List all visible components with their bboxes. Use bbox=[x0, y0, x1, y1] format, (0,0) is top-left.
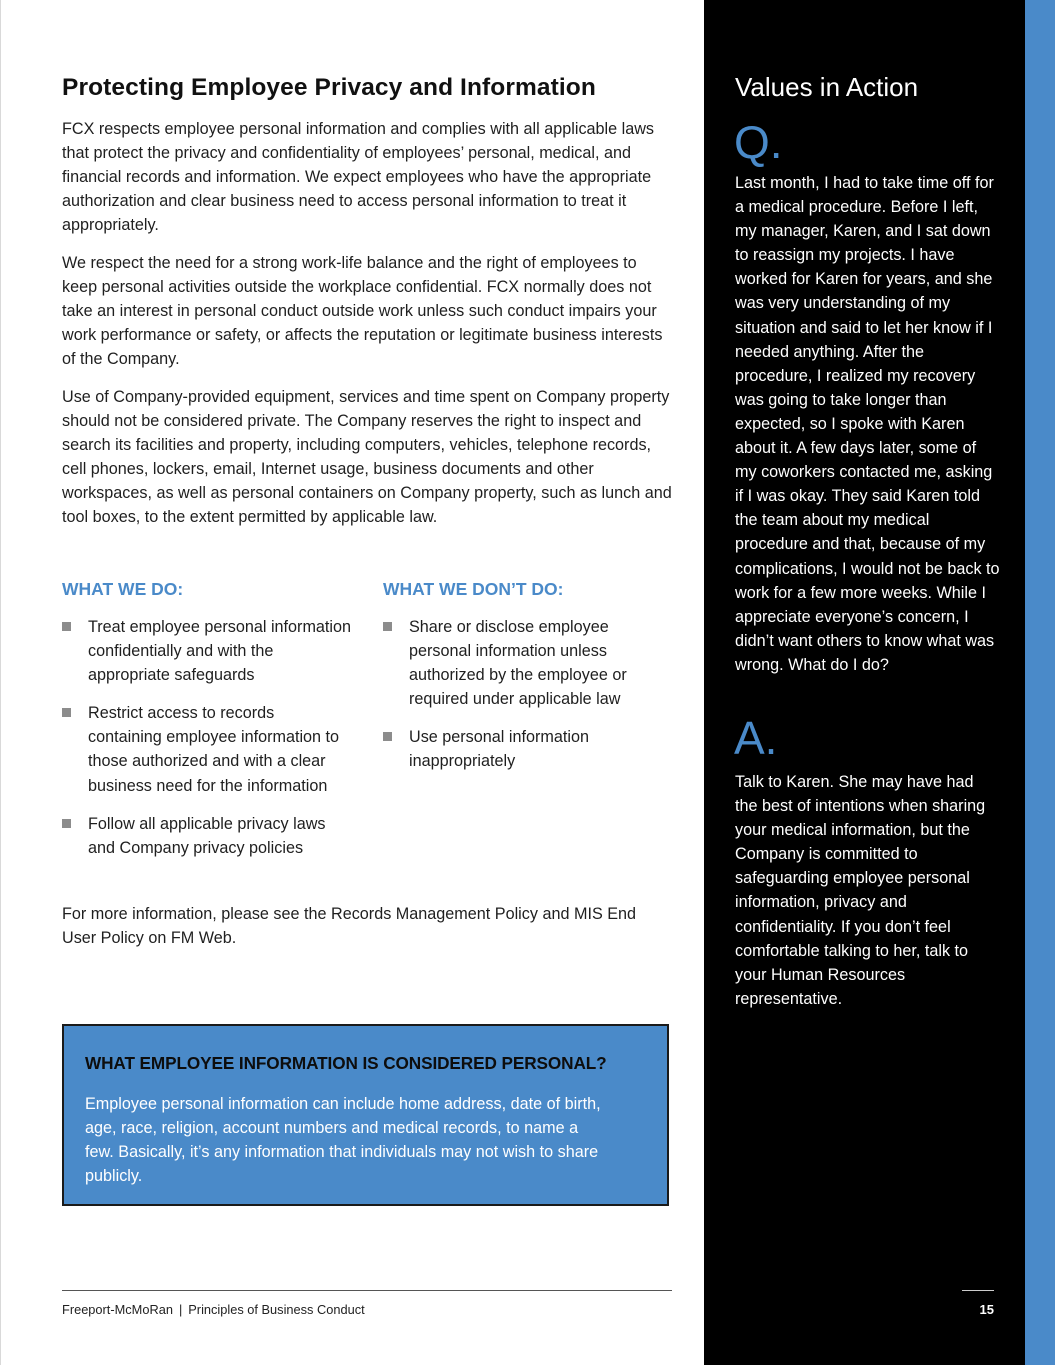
list-item bbox=[62, 812, 352, 860]
what-we-dont-do-heading: WHAT WE DON’T DO: bbox=[383, 579, 564, 599]
list-item bbox=[383, 615, 673, 711]
callout-body: Employee personal information can include home address, date of birth, age, race, religion, account numbers and medical records, to name a few. Basically, it’s any information that individuals may not wish to share publicly. bbox=[85, 1095, 601, 1186]
square-bullet-icon bbox=[62, 819, 71, 828]
work-life-paragraph: We respect the need for a strong work-life balance and the right of employees to keep personal activities outside the workplace confidential. FCX normally does not take an interest in personal conduct outside work unless such conduct impairs your work performance or safety, or affects the reputation or legitimate business interests of the Company. bbox=[62, 254, 663, 369]
what-we-do-heading: WHAT WE DO: bbox=[62, 579, 184, 599]
answer-marker: A. bbox=[734, 712, 778, 764]
list-item bbox=[62, 701, 352, 797]
footer bbox=[62, 1302, 365, 1317]
list-item-text: Share or disclose employee personal information unless authorized by the employee or required under applicable law bbox=[409, 618, 627, 709]
intro-paragraph: FCX respects employee personal information and complies with all applicable laws that protect the privacy and confidentiality of employees’ personal, medical, and financial records and information. We expect employees who have the appropriate authorization and clear business need to access personal information to treat it appropriately. bbox=[62, 120, 655, 235]
personal-info-callout bbox=[62, 1024, 669, 1206]
question-marker: Q. bbox=[734, 116, 783, 168]
sidebar-title: Values in Action bbox=[735, 72, 919, 102]
company-property-paragraph: Use of Company-provided equipment, services and time spent on Company property should not be considered private. The Company reserves the right to inspect and search its facilities and property, including computers, vehicles, telephone records, cell phones, lockers, email, Internet usage, business documents and other workspaces, as well as personal containers on Company property, such as lunch and tool boxes, to the extent permitted by applicable law. bbox=[62, 388, 672, 527]
footer-separator: | bbox=[178, 1302, 183, 1317]
list-item-text: Treat employee personal information confidentially and with the appropriate safeguards bbox=[88, 618, 352, 685]
list-item-text: Follow all applicable privacy laws and Company privacy policies bbox=[88, 814, 326, 857]
what-we-dont-do-list bbox=[383, 615, 673, 788]
page-number-divider bbox=[962, 1290, 994, 1291]
page-left-edge bbox=[0, 0, 1, 1365]
answer-text: Talk to Karen. She may have had the best of intentions when sharing your medical information, but the Company is committed to safeguarding employee personal information, privacy and confidentiality. If you don’t feel comfortable talking to her, talk to your Human Resources representative. bbox=[735, 773, 986, 1008]
blue-edge-strip bbox=[1025, 0, 1055, 1365]
list-item bbox=[383, 725, 673, 773]
footer-company: Freeport-McMoRan bbox=[62, 1302, 173, 1317]
footer-document: Principles of Business Conduct bbox=[188, 1302, 365, 1317]
values-in-action-sidebar bbox=[704, 0, 1025, 1365]
page-number: 15 bbox=[979, 1302, 994, 1317]
footer-divider bbox=[62, 1290, 672, 1291]
square-bullet-icon bbox=[383, 732, 392, 741]
page-title: Protecting Employee Privacy and Information bbox=[62, 74, 596, 101]
square-bullet-icon bbox=[62, 708, 71, 717]
callout-title: WHAT EMPLOYEE INFORMATION IS CONSIDERED PERSONAL? bbox=[85, 1053, 607, 1073]
square-bullet-icon bbox=[383, 622, 392, 631]
list-item-text: Use personal information inappropriately bbox=[409, 728, 589, 771]
list-item-text: Restrict access to records containing employee information to those authorized and with a clear business need for the information bbox=[88, 704, 340, 795]
more-info-paragraph: For more information, please see the Records Management Policy and MIS End User Policy on FM Web. bbox=[62, 905, 637, 948]
what-we-do-list bbox=[62, 615, 352, 874]
square-bullet-icon bbox=[62, 622, 71, 631]
list-item bbox=[62, 615, 352, 687]
main-content bbox=[62, 72, 672, 948]
question-text: Last month, I had to take time off for a medical procedure. Before I left, my manager, Karen, and I sat down to reassign my projects. I have worked for Karen for years, and she was very understanding of my situation and said to let her know if I needed anything. After the procedure, I realized my recovery was going to take longer than expected, so I spoke with Karen about it. A few days later, some of my coworkers contacted me, asking if I was okay. They said Karen told the team about my medical procedure and that, because of my complications, I would not be back to work for a few more weeks. While I appreciate everyone’s concern, I didn’t want others to know what was wrong. What do I do? bbox=[735, 174, 1000, 674]
